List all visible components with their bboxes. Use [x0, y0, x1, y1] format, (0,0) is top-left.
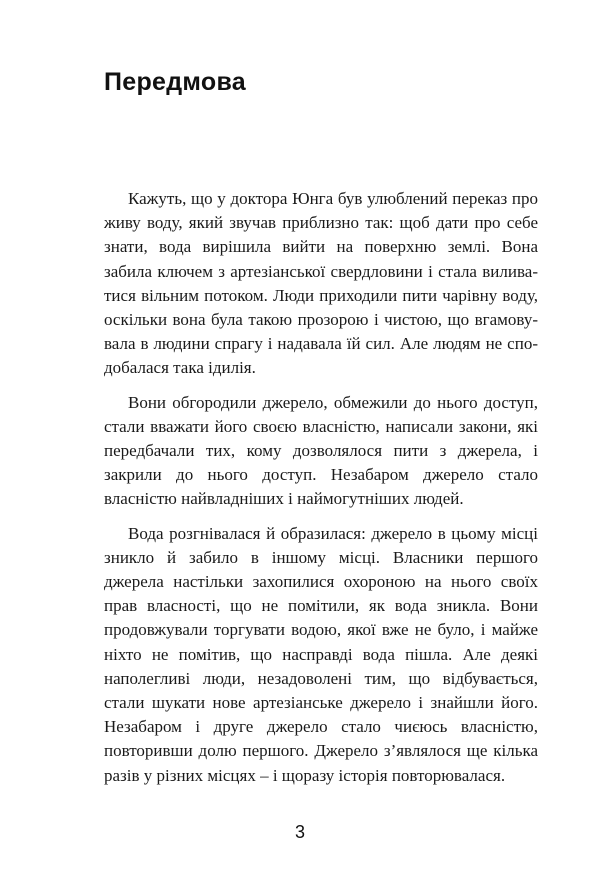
body-text [104, 187, 538, 798]
paragraph: Вони обгородили джерело, обмежили до нього доступ, стали вважати його своєю власністю, написали закони, які передбачали тих, кому дозволялося пити з джерела, і закрили до нього доступ. Незабаром джерело стало власністю найвладніших і наймогутніших людей. [104, 392, 538, 509]
paragraph: Вода розгнівалася й образилася: джерело в цьому місці зникло й забило в іншому місці. Власники першого джерела настільки захопилися охороною на нього своїх прав власності, що не помітили, як вода зникла. Вони продовжували торгувати водою, якої вже не було, і майже ніхто не помітив, що насправді вода пішла. Але деякі наполегливі люди, незадоволені тим, що відбувається, стали шукати нове артезіанське джерело і знайшли його. Незабаром і друге джерело стало чиєюсь власністю, повторивши долю першого. Джерело з’являлося ще кілька разів у різних місцях – і щоразу історія повторювалася. [104, 523, 538, 785]
page-number: 3 [294, 822, 305, 842]
page-title: Передмова [104, 68, 246, 96]
paragraph: Кажуть, що у доктора Юнга був улюблений переказ про живу воду, який звучав приблизно так: щоб дати про себе знати, вода вирішила вийти на поверхню землі. Вона забила ключем з артезіанської свердловини і стала виливатися вільним потоком. Люди приходили пити чарівну воду, оскільки вона була такою прозорою і чистою, що вгамовувала в людини спрагу і надавала їй сил. Але людям не сподобалася така ідилія. [104, 189, 538, 378]
